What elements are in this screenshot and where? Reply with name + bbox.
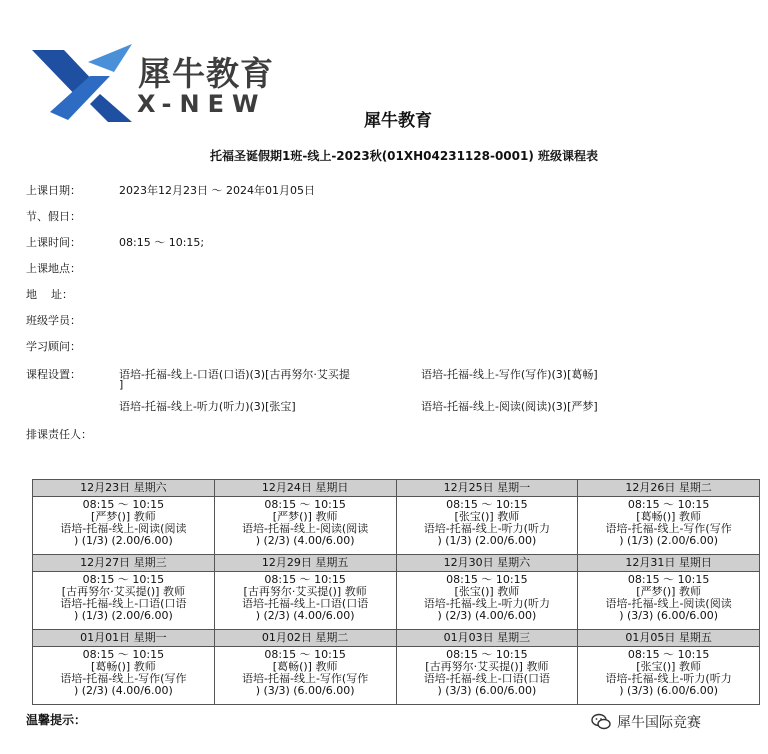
session-cell xyxy=(33,497,215,555)
session-teacher: [葛畅()] 教师 xyxy=(91,661,156,673)
session-time: 08:15 ～ 10:15 xyxy=(446,649,528,661)
day-header: 01月05日 星期五 xyxy=(578,630,760,647)
session-time: 08:15 ～ 10:15 xyxy=(627,499,710,511)
session-progress: ) (1/3) (2.00/6.00) xyxy=(73,610,173,622)
class-schedule-title: 托福圣诞假期1班-线上-2023秋(01XH04231128-0001) 班级课程表 xyxy=(209,149,599,163)
day-header: 12月26日 星期二 xyxy=(578,480,760,497)
address-label: 地 址： xyxy=(26,288,73,301)
session-course: 语培-托福-线上-听力(听力 xyxy=(423,523,550,535)
session-course: 语培-托福-线上-写作(写作 xyxy=(60,673,187,685)
organization-title: 犀牛教育 xyxy=(364,111,432,131)
session-teacher: [葛畅()] 教师 xyxy=(636,511,701,523)
session-course: 语培-托福-线上-口语(口语 xyxy=(242,598,369,610)
course-speaking: 语培-托福-线上-口语(口语)(3)[古再努尔·艾买提 xyxy=(119,368,350,381)
session-course: 语培-托福-线上-听力(听力 xyxy=(423,598,550,610)
session-progress: ) (2/3) (4.00/6.00) xyxy=(437,610,537,622)
schedule-header-row xyxy=(33,555,760,572)
wechat-icon xyxy=(591,713,611,731)
day-header: 01月02日 星期二 xyxy=(214,630,396,647)
advisor-label: 学习顾问： xyxy=(26,340,81,353)
session-teacher: [严梦()] 教师 xyxy=(91,511,156,523)
session-course: 语培-托福-线上-阅读(阅读 xyxy=(242,523,369,535)
place-label: 上课地点： xyxy=(26,262,81,275)
course-writing: 语培-托福-线上-写作(写作)(3)[葛畅] xyxy=(421,368,598,381)
session-time: 08:15 ～ 10:15 xyxy=(264,499,346,511)
courses-label: 课程设置： xyxy=(26,368,81,381)
session-cell xyxy=(396,497,578,555)
session-progress: ) (3/3) (6.00/6.00) xyxy=(255,685,355,697)
session-cell xyxy=(396,647,578,705)
session-progress: ) (1/3) (2.00/6.00) xyxy=(73,535,173,547)
day-header: 01月01日 星期一 xyxy=(33,630,215,647)
day-header: 12月23日 星期六 xyxy=(33,480,215,497)
holiday-label: 节、假日： xyxy=(26,210,81,223)
session-time: 08:15 ～ 10:15 xyxy=(264,649,346,661)
time-label: 上课时间： xyxy=(26,236,81,249)
session-cell xyxy=(578,572,760,630)
date-label: 上课日期： xyxy=(26,184,81,197)
session-cell xyxy=(396,572,578,630)
session-cell xyxy=(33,572,215,630)
session-progress: ) (2/3) (4.00/6.00) xyxy=(255,535,355,547)
scheduler-label: 排课责任人： xyxy=(26,428,92,441)
session-course: 语培-托福-线上-阅读(阅读 xyxy=(60,523,187,535)
session-cell xyxy=(214,497,396,555)
day-header: 12月30日 星期六 xyxy=(396,555,578,572)
day-header: 12月27日 星期三 xyxy=(33,555,215,572)
session-time: 08:15 ～ 10:15 xyxy=(446,574,528,586)
brand-name-cn: 犀牛教育 xyxy=(138,54,274,93)
session-progress: ) (2/3) (4.00/6.00) xyxy=(73,685,173,697)
schedule-row xyxy=(33,572,760,630)
session-teacher: [张宝()] 教师 xyxy=(454,511,520,523)
day-header: 12月29日 星期五 xyxy=(214,555,396,572)
session-progress: ) (1/3) (2.00/6.00) xyxy=(619,535,719,547)
session-teacher: [张宝()] 教师 xyxy=(636,661,701,673)
session-teacher: [古再努尔·艾买提()] 教师 xyxy=(61,586,185,598)
session-progress: ) (3/3) (6.00/6.00) xyxy=(619,610,719,622)
session-course: 语培-托福-线上-口语(口语 xyxy=(423,673,550,685)
brand-name-en: X-NEW xyxy=(137,90,267,118)
warm-tip-label: 温馨提示： xyxy=(26,713,87,727)
session-teacher: [古再努尔·艾买提()] 教师 xyxy=(425,661,549,673)
session-course: 语培-托福-线上-写作(写作 xyxy=(242,673,369,685)
session-course: 语培-托福-线上-口语(口语 xyxy=(60,598,187,610)
session-progress: ) (2/3) (4.00/6.00) xyxy=(255,610,355,622)
schedule-row xyxy=(33,497,760,555)
session-time: 08:15 ～ 10:15 xyxy=(264,574,346,586)
session-progress: ) (3/3) (6.00/6.00) xyxy=(437,685,537,697)
session-course: 语培-托福-线上-写作(写作 xyxy=(605,523,732,535)
session-time: 08:15 ～ 10:15 xyxy=(82,499,165,511)
course-speaking-bracket: ] xyxy=(119,378,124,391)
course-listening: 语培-托福-线上-听力(听力)(3)[张宝] xyxy=(119,400,296,413)
date-value: 2023年12月23日 ～ 2024年01月05日 xyxy=(119,184,315,197)
students-label: 班级学员： xyxy=(26,314,81,327)
day-header: 01月03日 星期三 xyxy=(396,630,578,647)
session-teacher: [严梦()] 教师 xyxy=(636,586,701,598)
session-time: 08:15 ～ 10:15 xyxy=(627,649,710,661)
session-time: 08:15 ～ 10:15 xyxy=(82,649,165,661)
schedule-table xyxy=(32,479,760,705)
watermark-text: 犀牛国际竞赛 xyxy=(617,715,701,731)
session-teacher: [张宝()] 教师 xyxy=(454,586,520,598)
session-cell xyxy=(578,497,760,555)
session-progress: ) (3/3) (6.00/6.00) xyxy=(619,685,719,697)
course-reading: 语培-托福-线上-阅读(阅读)(3)[严梦] xyxy=(421,400,598,413)
watermark xyxy=(591,712,701,732)
day-header: 12月31日 星期日 xyxy=(578,555,760,572)
session-time: 08:15 ～ 10:15 xyxy=(627,574,710,586)
schedule-header-row xyxy=(33,480,760,497)
session-time: 08:15 ～ 10:15 xyxy=(82,574,165,586)
session-teacher: [古再努尔·艾买提()] 教师 xyxy=(243,586,367,598)
session-cell xyxy=(214,647,396,705)
session-course: 语培-托福-线上-阅读(阅读 xyxy=(605,598,732,610)
time-value: 08:15 ～ 10:15; xyxy=(119,236,205,249)
session-course: 语培-托福-线上-听力(听力 xyxy=(605,673,732,685)
schedule-header-row xyxy=(33,630,760,647)
session-cell xyxy=(33,647,215,705)
session-teacher: [严梦()] 教师 xyxy=(272,511,338,523)
session-time: 08:15 ～ 10:15 xyxy=(446,499,528,511)
session-cell xyxy=(214,572,396,630)
day-header: 12月24日 星期日 xyxy=(214,480,396,497)
day-header: 12月25日 星期一 xyxy=(396,480,578,497)
session-progress: ) (1/3) (2.00/6.00) xyxy=(437,535,537,547)
session-cell xyxy=(578,647,760,705)
schedule-row xyxy=(33,647,760,705)
session-teacher: [葛畅()] 教师 xyxy=(272,661,338,673)
